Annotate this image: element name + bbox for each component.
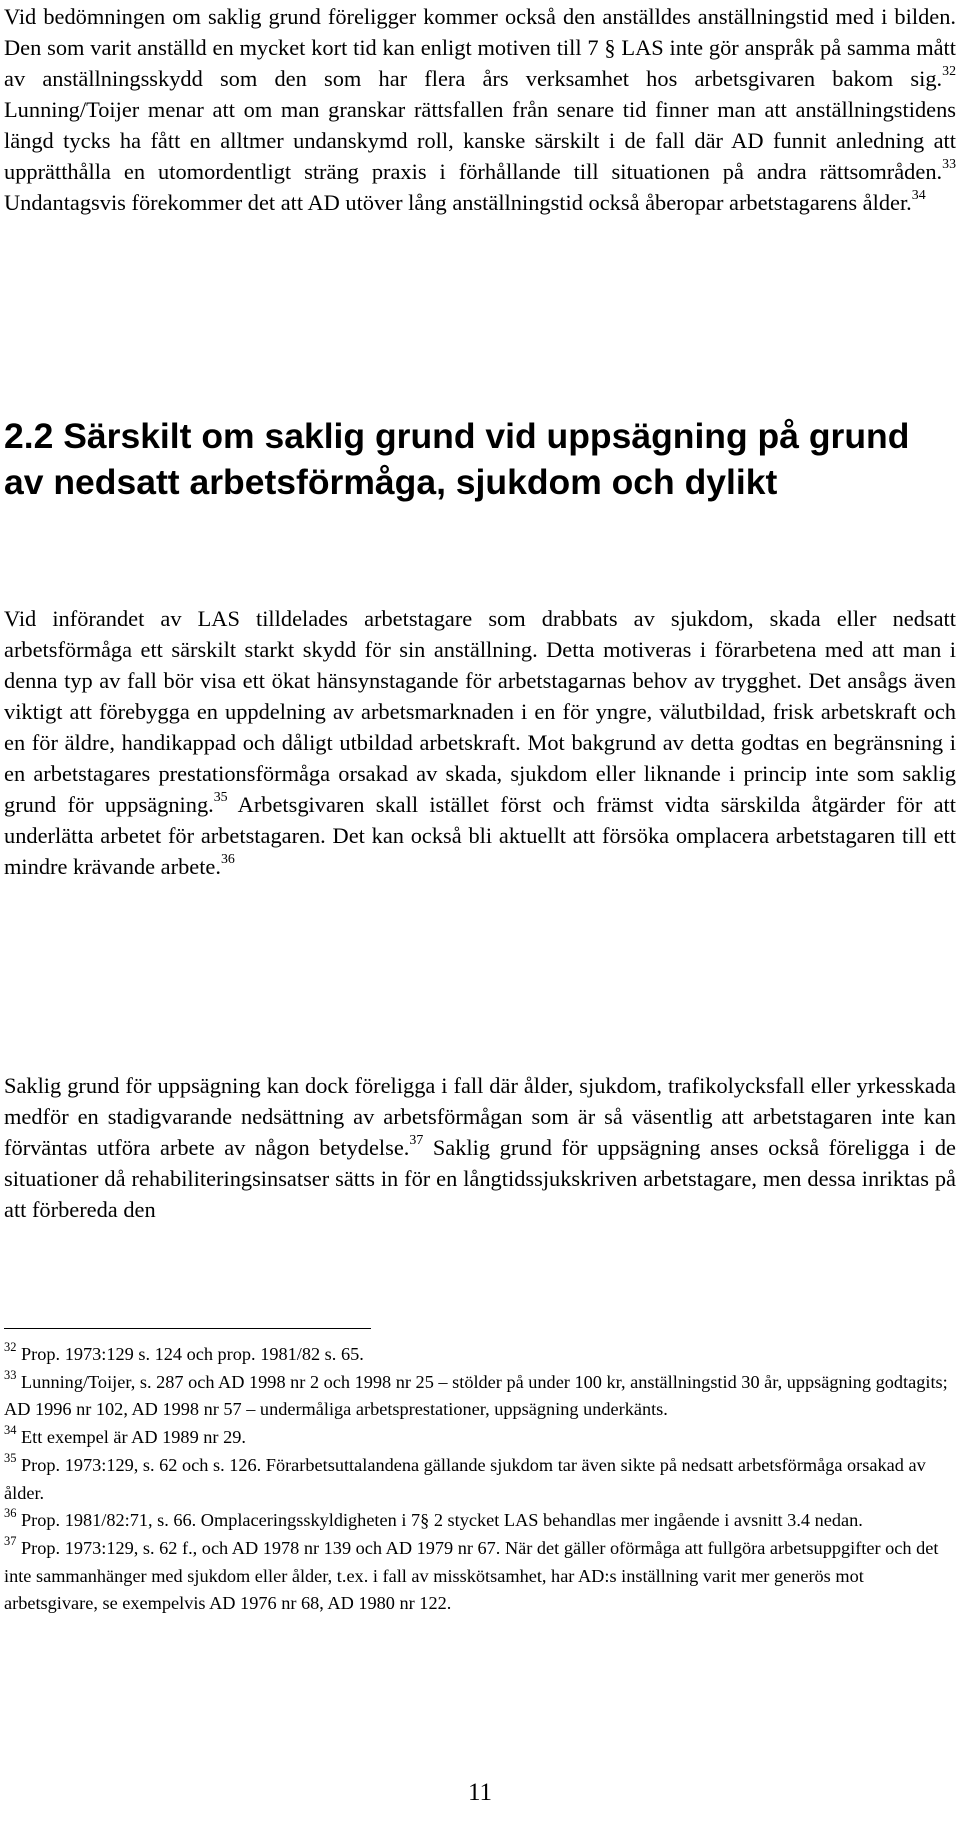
footnote-number: 37 bbox=[4, 1533, 17, 1548]
paragraph-text: Saklig grund för uppsägning kan dock föreligga i fall där ålder, sjukdom, trafikolycksfall eller yrkesskada medför en stadigvarande nedsättning av arbetsförmågan som är så väsentlig att arbetstagaren inte kan förväntas utföra arbete av någon betydelse. bbox=[4, 1073, 956, 1160]
footnote bbox=[4, 1341, 956, 1369]
footnote bbox=[4, 1507, 956, 1535]
paragraph-text: Arbetsgivaren skall istället först och främst vidta särskilda åtgärder för att underlätta arbetet för arbetstagaren. Det kan också bli aktuellt att försöka omplacera arbetstagaren till ett mindre krävande arbete. bbox=[4, 792, 956, 879]
footnote-list bbox=[4, 1341, 956, 1618]
footnote-number: 36 bbox=[4, 1506, 17, 1521]
footnote bbox=[4, 1535, 956, 1618]
footnote-text: Prop. 1973:129, s. 62 och s. 126. Förarbetsuttalandena gällande sjukdom tar även sikte på nedsatt arbetsförmåga orsakad av ålder. bbox=[4, 1454, 926, 1503]
footnote-text: Prop. 1973:129, s. 62 f., och AD 1978 nr 139 och AD 1979 nr 67. När det gäller oförmåga att fullgöra arbetsuppgifter och det inte sammanhänger med sjukdom eller ålder, t.ex. i fall av misskötsamhet, har AD:s inställning varit mer generös mot arbetsgivare, se exempelvis AD 1976 nr 68, AD 1980 nr 122. bbox=[4, 1537, 939, 1614]
footnote-number: 35 bbox=[4, 1450, 17, 1465]
footnote-text: Lunning/Toijer, s. 287 och AD 1998 nr 2 och 1998 nr 25 – stölder på under 100 kr, anställningstid 30 år, uppsägning godtagits; AD 1996 nr 102, AD 1998 nr 57 – undermåliga arbetsprestationer, uppsägning underkänts. bbox=[4, 1371, 948, 1420]
footnote-reference: 32 bbox=[942, 64, 956, 80]
footnote-reference: 36 bbox=[220, 852, 235, 868]
section-heading: 2.2 Särskilt om saklig grund vid uppsägning på grund av nedsatt arbetsförmåga, sjukdom och dylikt bbox=[4, 416, 910, 502]
paragraph-text: Vid bedömningen om saklig grund föreligger kommer också den anställdes anställningstid med i bilden. Den som varit anställd en mycket kort tid kan enligt motiven till 7 § LAS inte gör anspråk på samma mått av anställningsskydd som den som har flera års verksamhet hos arbetsgivaren bakom sig. bbox=[4, 4, 956, 91]
footnote-number: 32 bbox=[4, 1340, 17, 1355]
body-paragraph bbox=[4, 603, 956, 882]
footnote bbox=[4, 1424, 956, 1452]
footnote-number: 34 bbox=[4, 1423, 17, 1438]
paragraph-text: Vid införandet av LAS tilldelades arbetstagare som drabbats av sjukdom, skada eller nedsatt arbetsförmåga ett särskilt starkt skydd för sin anställning. Detta motiveras i förarbetena med att man i denna typ av fall bör visa ett ökat hänsynstagande för arbetstagarnas behov av trygghet. Det ansågs även viktigt att förebygga en uppdelning av arbetsmarknaden i en för yngre, välutbildad, frisk arbetskraft och en för äldre, handikappad och dåligt utbildad arbetskraft. Mot bakgrund av detta godtas en begränsning i en arbetstagares prestationsförmåga orsakad av skada, sjukdom eller liknande i princip inte som saklig grund för uppsägning. bbox=[4, 606, 956, 817]
paragraph-text: Lunning/Toijer menar att om man granskar rättsfallen från senare tid finner man att anställningstidens längd tycks ha fått en alltmer undanskymd roll, kanske särskilt i de fall där AD funnit anledning att upprätthålla en utomordentligt sträng praxis i förhållande till situationen på andra rättsområden. bbox=[4, 97, 956, 184]
footnote-reference: 35 bbox=[213, 790, 228, 806]
body-paragraph bbox=[4, 1070, 956, 1225]
footnote-separator bbox=[4, 1328, 371, 1329]
footnote-text: Prop. 1973:129 s. 124 och prop. 1981/82 s. 65. bbox=[21, 1344, 364, 1364]
paragraph-text: Undantagsvis förekommer det att AD utöver lång anställningstid också åberopar arbetstagarens ålder. bbox=[4, 190, 912, 215]
footnote bbox=[4, 1452, 956, 1507]
footnote-number: 33 bbox=[4, 1367, 17, 1382]
footnote-reference: 37 bbox=[409, 1133, 424, 1149]
paragraph-text: Saklig grund för uppsägning anses också föreligga i de situationer då rehabiliteringsinsatser sätts in för en långtidssjukskriven arbetstagare, men dessa inriktas på att förbereda den bbox=[4, 1135, 956, 1222]
footnote-text: Prop. 1981/82:71, s. 66. Omplaceringsskyldigheten i 7§ 2 stycket LAS behandlas mer ingående i avsnitt 3.4 nedan. bbox=[21, 1510, 863, 1531]
footnote-reference: 34 bbox=[911, 188, 926, 204]
footnote-reference: 33 bbox=[942, 157, 956, 173]
footnote-text: Ett exempel är AD 1989 nr 29. bbox=[21, 1427, 246, 1448]
footnote bbox=[4, 1369, 956, 1424]
body-paragraph bbox=[4, 1, 956, 218]
page-number: 11 bbox=[467, 1779, 493, 1806]
